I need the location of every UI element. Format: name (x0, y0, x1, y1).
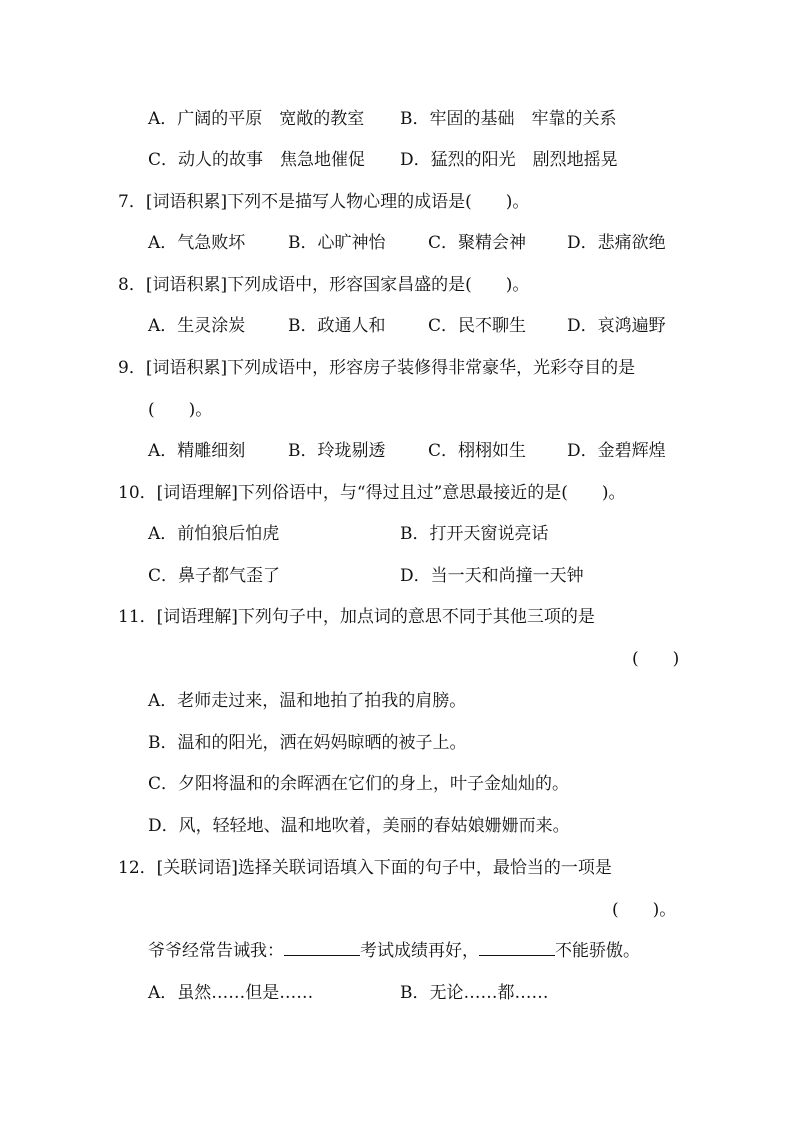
q6-option-d: D．猛烈的阳光 剧烈地摇晃 (400, 150, 618, 170)
q12-sentence-part-1: 爷爷经常告诫我： (148, 941, 284, 961)
q9-stem: 9．[词语积累]下列成语中，形容房子装修得非常豪华，光彩夺目的是 (118, 358, 636, 378)
q6-option-c: C．动人的故事 焦急地催促 (148, 150, 366, 170)
q11-option-d: D．风，轻轻地、温和地吹着，美丽的春姑娘姗姗而来。 (148, 816, 570, 836)
q12-blank-2[interactable] (479, 939, 555, 956)
q6-option-a: A．广阔的平原 宽敞的教室 (148, 109, 365, 129)
q11-option-a: A．老师走过来，温和地拍了拍我的肩膀。 (148, 691, 467, 711)
q12-sentence-part-2: 考试成绩再好， (360, 941, 479, 961)
q12-sentence (148, 939, 640, 963)
q12-option-b: B．无论……都…… (400, 983, 549, 1003)
q7-option-c: C．聚精会神 (428, 233, 527, 253)
q7-stem: 7．[词语积累]下列不是描写人物心理的成语是( )。 (118, 192, 530, 212)
q12-sentence-part-3: 不能骄傲。 (555, 941, 640, 961)
q7-option-d: D．悲痛欲绝 (567, 233, 666, 253)
q11-stem: 11．[词语理解]下列句子中，加点词的意思不同于其他三项的是 (118, 607, 595, 627)
q11-option-b: B．温和的阳光，洒在妈妈晾晒的被子上。 (148, 733, 467, 753)
q9-option-d: D．金碧辉煌 (567, 441, 666, 461)
q12-stem: 12．[关联词语]选择关联词语填入下面的句子中，最恰当的一项是 (118, 858, 612, 878)
q6-option-b: B．牢固的基础 牢靠的关系 (400, 109, 617, 129)
q9-option-b: B．玲珑剔透 (288, 441, 386, 461)
q10-option-c: C．鼻子都气歪了 (148, 566, 281, 586)
q10-option-a: A．前怕狼后怕虎 (148, 524, 280, 544)
q10-option-d: D．当一天和尚撞一天钟 (400, 566, 584, 586)
q10-option-b: B．打开天窗说亮话 (400, 524, 549, 544)
q8-option-a: A．生灵涂炭 (148, 316, 246, 336)
q8-option-b: B．政通人和 (288, 316, 386, 336)
q12-option-a: A．虽然……但是…… (148, 983, 314, 1003)
q7-option-b: B．心旷神怡 (288, 233, 386, 253)
q8-option-d: D．哀鸿遍野 (567, 316, 666, 336)
q12-answer-paren: ( )。 (612, 900, 677, 920)
q8-option-c: C．民不聊生 (428, 316, 527, 336)
q11-answer-paren: ( ) (632, 649, 680, 669)
q11-option-c: C．夕阳将温和的余晖洒在它们的身上，叶子金灿灿的。 (148, 774, 570, 794)
q9-answer-paren: ( )。 (148, 400, 213, 420)
q12-blank-1[interactable] (284, 939, 360, 956)
q7-option-a: A．气急败坏 (148, 233, 246, 253)
q9-option-c: C．栩栩如生 (428, 441, 527, 461)
q10-stem: 10．[词语理解]下列俗语中，与“得过且过”意思最接近的是( )。 (118, 483, 626, 503)
q8-stem: 8．[词语积累]下列成语中，形容国家昌盛的是( )。 (118, 275, 530, 295)
q9-option-a: A．精雕细刻 (148, 441, 246, 461)
